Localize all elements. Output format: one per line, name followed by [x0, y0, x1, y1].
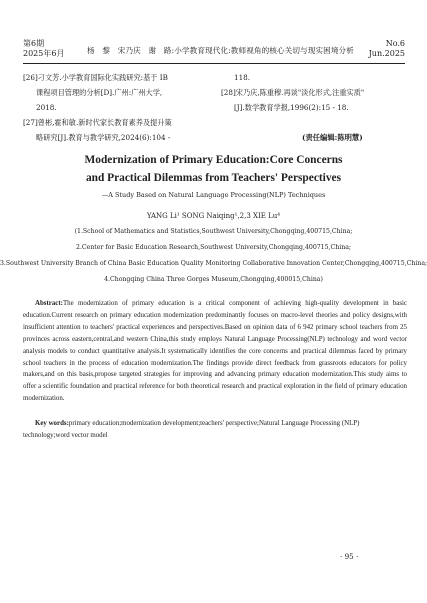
abstract-text: The modernization of primary education is a critical component of achieving high-quality development in basic education.Current research on primary education modernization predominantly focuses on macro-level theories and policy designs,with insufficient attention to teachers' practical experiences and perspectives.Based on opinion data of 6 942 primary school teachers from 25 provinces across eastern,central,and western China,this study employs Natural Language Processing(NLP) technology and word vector analysis models to conduct quantitative analysis.It systematically identifies the core concerns and practical dilemmas faced by primary school teachers in the process of education modernization.The findings provide direct feedback from grassroots educators for policy makers,and on this basis,propose targeted strategies for improving and advancing primary education modernization.This study aims to offer a scientific foundation and practical reference for both theoretical research and practical exploration in the field of primary education modernization.	[23, 300, 407, 403]
keywords	[23, 418, 407, 442]
reference-28-line2: [J].数学教育学报,1996(2):15 - 18.	[234, 103, 349, 112]
issue-date-cn	[23, 39, 64, 59]
responsible-editor: (责任编辑:陈明慧)	[302, 133, 363, 142]
keywords-label: Key words:	[35, 420, 69, 427]
reference-26-line1: [26]刁文芳.小学教育国际化实践研究:基于 IB	[23, 73, 168, 82]
date-cn: 2025年6月	[23, 49, 65, 58]
paper-subtitle: —A Study Based on Natural Language Processing(NLP) Techniques	[101, 191, 326, 199]
affiliation-4: 4.Chongqing China Three Gorges Museum,Chongqing,400015,China)	[104, 276, 323, 283]
running-title: 杨 黎 宋乃庆 谢 路:小学教育现代化:教师视角的核心关切与现实困境分析	[87, 46, 354, 55]
reference-27-line1: [27]曾彬,霍和敏.新时代家长教育素养及提升策	[23, 118, 172, 127]
reference-27-continued: 118.	[234, 73, 251, 82]
header-rule	[23, 63, 405, 64]
page-number: · 95 ·	[340, 552, 359, 561]
reference-28-line1: [28]宋乃庆,陈重穆.再谈"淡化形式,注重实质"	[221, 88, 365, 97]
paper-title-line2: and Practical Dilemmas from Teachers' Perspectives	[85, 172, 342, 184]
running-header	[23, 39, 405, 63]
keywords-text: primary education;modernization development;teachers' perspective;Natural Language Processing (NLP) technology;word vector model	[23, 420, 360, 439]
abstract	[23, 298, 407, 405]
reference-27-line2: 略研究[J].教育与教学研究,2024(6):104 -	[36, 133, 171, 142]
abstract-label: Abstract:	[35, 300, 63, 307]
reference-26-line3: 2018.	[36, 103, 57, 112]
author-list: YANG Li¹ SONG Naiqing¹,2,3 XIE Lu⁴	[146, 212, 281, 220]
affiliation-2: 2.Center for Basic Education Research,Southwest University,Chongqing,400715,China;	[76, 244, 351, 251]
issue-date-en	[369, 39, 405, 59]
affiliation-3: 3.Southwest University Branch of China Basic Education Quality Monitoring Collaborative Innovation Center,Chongqing,400715,China;	[0, 260, 427, 267]
reference-26-line2: 课程项目管理的分析[D].广州:广州大学,	[36, 88, 163, 97]
paper-title-line1: Modernization of Primary Education:Core Concerns	[84, 154, 343, 166]
date-en: Jun.2025	[368, 49, 405, 58]
issue-en: No.6	[385, 39, 405, 48]
issue-cn: 第6期	[23, 39, 45, 48]
affiliation-1: (1.School of Mathematics and Statistics,Southwest University,Chongqing,400715,China;	[74, 228, 353, 235]
